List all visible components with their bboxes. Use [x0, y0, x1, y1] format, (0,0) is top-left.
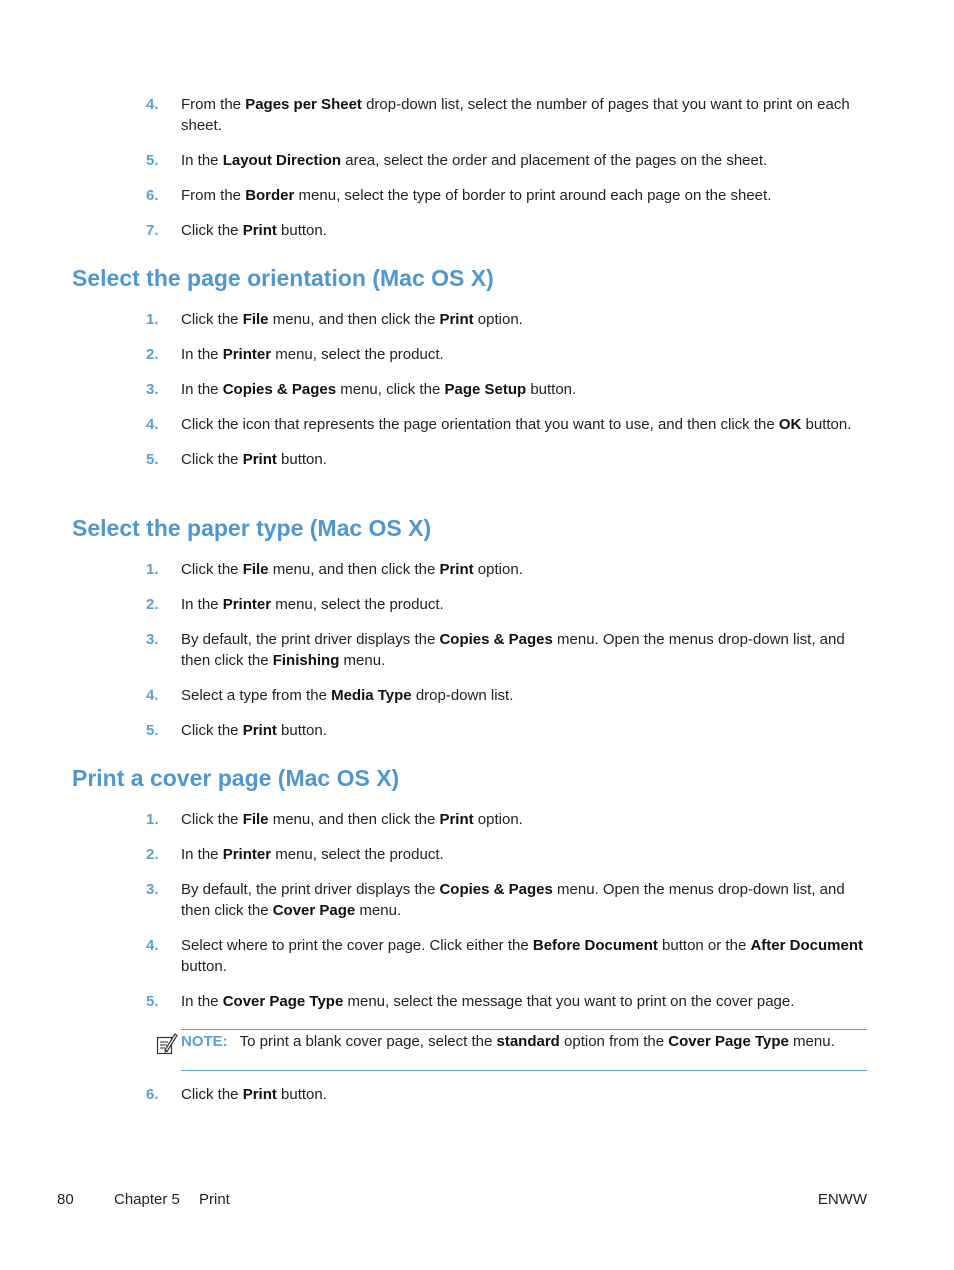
- step-text: [181, 937, 863, 975]
- text-run: In the: [181, 346, 223, 363]
- step-text: [181, 561, 523, 578]
- step-number: 1.: [146, 561, 159, 578]
- step-number: 3.: [146, 631, 159, 648]
- step-text: [181, 346, 444, 363]
- list-item: [146, 220, 868, 241]
- text-run: From the: [181, 96, 246, 113]
- step-text: [181, 311, 523, 328]
- step-number: 3.: [146, 381, 159, 398]
- ui-term: Print: [439, 811, 474, 828]
- text-run: menu, select the message that you want to print on the cover page.: [343, 993, 795, 1010]
- step-number: 6.: [146, 187, 159, 204]
- footer-section: Print: [199, 1191, 230, 1208]
- ui-term: Border: [245, 187, 295, 204]
- text-run: option.: [473, 561, 523, 578]
- text-run: option from the: [559, 1033, 669, 1050]
- note-body: [240, 1033, 835, 1050]
- text-run: menu. Open the menus drop-down list, and then click the: [181, 631, 845, 669]
- ui-term: OK: [778, 416, 802, 433]
- note-label: NOTE:: [181, 1033, 228, 1050]
- text-run: Click the: [181, 811, 243, 828]
- list-item: [146, 935, 868, 977]
- text-run: To print a blank cover page, select the: [239, 1033, 497, 1050]
- step-number: 4.: [146, 937, 159, 954]
- text-run: menu, and then click the: [268, 811, 440, 828]
- ui-term: Print: [242, 451, 277, 468]
- step-text: [181, 631, 845, 669]
- text-run: menu, and then click the: [268, 561, 440, 578]
- ui-term: Cover Page Type: [668, 1033, 789, 1050]
- text-run: area, select the order and placement of the pages on the sheet.: [341, 152, 768, 169]
- text-run: Click the icon that represents the page orientation that you want to use, and then click the: [181, 416, 779, 433]
- ui-term: Finishing: [272, 652, 340, 669]
- step-text: [181, 381, 576, 398]
- step-number: 2.: [146, 846, 159, 863]
- text-run: button.: [276, 722, 327, 739]
- step-text: [181, 152, 767, 169]
- text-run: button.: [276, 1086, 327, 1103]
- text-run: button.: [181, 958, 227, 975]
- ui-term: standard: [496, 1033, 560, 1050]
- step-number: 1.: [146, 311, 159, 328]
- step-text: [181, 993, 794, 1010]
- step-text: [181, 811, 523, 828]
- step-text: [181, 96, 850, 134]
- step-number: 7.: [146, 222, 159, 239]
- note-pencil-icon: [156, 1031, 178, 1055]
- text-run: button.: [276, 222, 327, 239]
- text-run: Select a type from the: [181, 687, 332, 704]
- list-item: [146, 809, 868, 830]
- ui-term: Copies & Pages: [439, 631, 553, 648]
- step-list-cover-page: [146, 809, 868, 1012]
- list-item: [146, 629, 868, 671]
- list-item: [146, 991, 868, 1012]
- text-run: Click the: [181, 1086, 243, 1103]
- step-text: [181, 881, 845, 919]
- list-item: [146, 185, 868, 206]
- ui-term: After Document: [750, 937, 863, 954]
- text-run: menu.: [355, 902, 402, 919]
- list-item: [146, 94, 868, 136]
- text-run: By default, the print driver displays the: [181, 881, 440, 898]
- list-item: [146, 379, 868, 400]
- ui-term: Before Document: [532, 937, 658, 954]
- text-run: menu, select the type of border to print around each page on the sheet.: [294, 187, 772, 204]
- text-run: menu. Open the menus drop-down list, and then click the: [181, 881, 845, 919]
- list-item: [146, 559, 868, 580]
- ui-term: Printer: [222, 846, 272, 863]
- text-run: Click the: [181, 222, 243, 239]
- ui-term: Layout Direction: [222, 152, 342, 169]
- step-list-paper-type: [146, 559, 868, 741]
- text-run: button.: [801, 416, 852, 433]
- step-number: 5.: [146, 993, 159, 1010]
- text-run: option.: [473, 811, 523, 828]
- text-run: In the: [181, 381, 223, 398]
- footer-page-number: 80: [57, 1191, 74, 1208]
- ui-term: Copies & Pages: [439, 881, 553, 898]
- step-number: 2.: [146, 596, 159, 613]
- step-number: 3.: [146, 881, 159, 898]
- ui-term: Cover Page: [272, 902, 356, 919]
- list-item: [146, 449, 868, 470]
- ui-term: Pages per Sheet: [245, 96, 362, 113]
- step-number: 4.: [146, 96, 159, 113]
- step-number: 1.: [146, 811, 159, 828]
- text-run: In the: [181, 152, 223, 169]
- text-run: menu, click the: [336, 381, 445, 398]
- text-run: Click the: [181, 311, 243, 328]
- footer-code: ENWW: [817, 1191, 867, 1208]
- step-number: 5.: [146, 152, 159, 169]
- text-run: Select where to print the cover page. Click either the: [181, 937, 533, 954]
- list-item: [146, 1084, 868, 1105]
- step-text: [181, 451, 327, 468]
- step-list-orientation: [146, 309, 868, 470]
- step-number: 4.: [146, 687, 159, 704]
- text-run: Click the: [181, 451, 243, 468]
- text-run: option.: [473, 311, 523, 328]
- list-item: [146, 720, 868, 741]
- list-item: [146, 150, 868, 171]
- text-run: menu, and then click the: [268, 311, 440, 328]
- step-text: [181, 187, 771, 204]
- text-run: menu.: [339, 652, 386, 669]
- ui-term: Print: [242, 1086, 277, 1103]
- step-number: 6.: [146, 1086, 159, 1103]
- step-list-cover-page-final: [146, 1084, 868, 1105]
- text-run: menu, select the product.: [271, 596, 444, 613]
- ui-term: Printer: [222, 346, 272, 363]
- ui-term: Print: [439, 561, 474, 578]
- list-item: [146, 309, 868, 330]
- step-number: 2.: [146, 346, 159, 363]
- text-run: button or the: [657, 937, 751, 954]
- text-run: drop-down list, select the number of pages that you want to print on each sheet.: [181, 96, 850, 134]
- ui-term: Print: [242, 722, 277, 739]
- ui-term: Copies & Pages: [222, 381, 337, 398]
- step-text: [181, 846, 444, 863]
- ui-term: Page Setup: [444, 381, 527, 398]
- text-run: In the: [181, 846, 223, 863]
- step-list-top: [146, 94, 868, 241]
- heading-paper-type: Select the paper type (Mac OS X): [72, 515, 432, 541]
- list-item: [146, 685, 868, 706]
- note-text: [181, 1029, 867, 1071]
- step-number: 5.: [146, 451, 159, 468]
- text-run: menu, select the product.: [271, 346, 444, 363]
- footer-chapter: Chapter 5: [114, 1191, 180, 1208]
- note-callout: [156, 1028, 867, 1071]
- step-text: [181, 596, 444, 613]
- text-run: In the: [181, 993, 223, 1010]
- ui-term: Media Type: [331, 687, 412, 704]
- text-run: button.: [276, 451, 327, 468]
- step-number: 5.: [146, 722, 159, 739]
- ui-term: Print: [439, 311, 474, 328]
- list-item: [146, 414, 868, 435]
- text-run: In the: [181, 596, 223, 613]
- text-run: menu.: [788, 1033, 835, 1050]
- heading-page-orientation: Select the page orientation (Mac OS X): [72, 265, 494, 291]
- heading-cover-page: Print a cover page (Mac OS X): [72, 765, 400, 791]
- list-item: [146, 879, 868, 921]
- step-text: [181, 722, 327, 739]
- text-run: By default, the print driver displays the: [181, 631, 440, 648]
- ui-term: Printer: [222, 596, 272, 613]
- text-run: drop-down list.: [411, 687, 514, 704]
- list-item: [146, 594, 868, 615]
- step-text: [181, 222, 327, 239]
- step-text: [181, 687, 513, 704]
- step-text: [181, 1086, 327, 1103]
- ui-term: File: [242, 811, 269, 828]
- step-text: [181, 416, 851, 433]
- list-item: [146, 844, 868, 865]
- text-run: button.: [526, 381, 577, 398]
- list-item: [146, 344, 868, 365]
- text-run: From the: [181, 187, 246, 204]
- text-run: Click the: [181, 561, 243, 578]
- step-number: 4.: [146, 416, 159, 433]
- text-run: Click the: [181, 722, 243, 739]
- ui-term: Print: [242, 222, 277, 239]
- text-run: menu, select the product.: [271, 846, 444, 863]
- ui-term: Cover Page Type: [222, 993, 344, 1010]
- ui-term: File: [242, 311, 269, 328]
- ui-term: File: [242, 561, 269, 578]
